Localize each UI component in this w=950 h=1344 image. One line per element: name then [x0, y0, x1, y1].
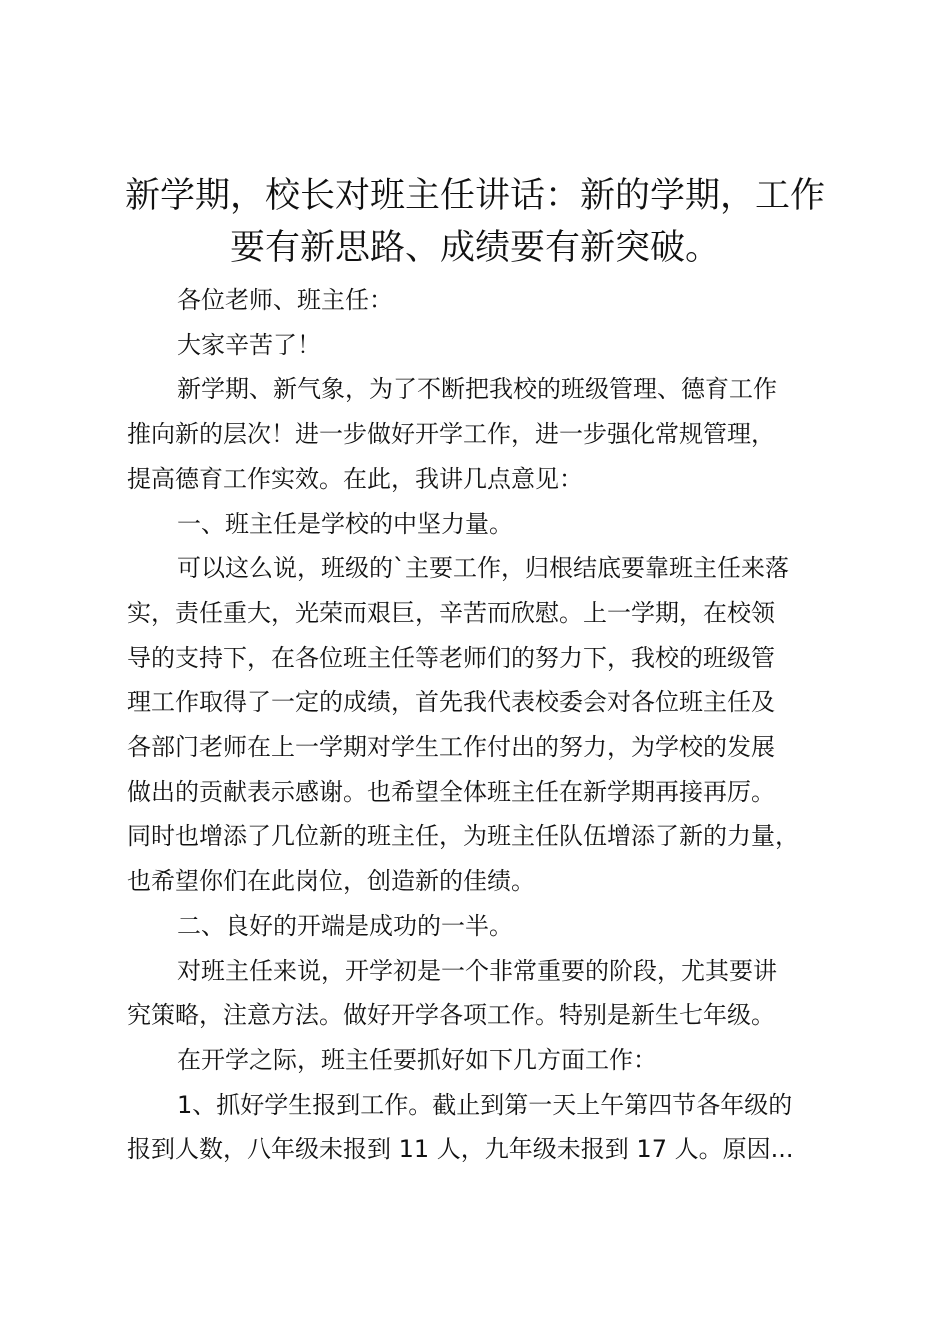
- section-heading-1: [127, 502, 867, 547]
- paragraph-line: 大家辛苦了！: [177, 330, 321, 359]
- paragraph-line: 也希望你们在此岗位，创造新的佳绩。: [127, 867, 535, 896]
- paragraph-greeting: [127, 323, 867, 368]
- paragraph-tasks-intro: [127, 1038, 867, 1083]
- document-title: [100, 170, 850, 274]
- title-line: 要有新思路、成绩要有新突破。: [229, 228, 720, 268]
- document-body: [127, 278, 867, 1172]
- paragraph-task-1: [127, 1083, 867, 1172]
- paragraph-salutation: [127, 278, 867, 323]
- paragraph-line: 各位老师、班主任：: [177, 286, 393, 314]
- paragraph-line: 推向新的层次！进一步做好开学工作，进一步强化常规管理，: [127, 420, 775, 449]
- paragraph-line: 各部门老师在上一学期对学生工作付出的努力，为学校的发展: [127, 733, 775, 762]
- paragraph-line: 可以这么说，班级的`主要工作，归根结底要靠班主任来落: [177, 554, 789, 583]
- paragraph-line: 究策略，注意方法。做好开学各项工作。特别是新生七年级。: [127, 1001, 775, 1030]
- paragraph-section-1: [127, 546, 867, 904]
- paragraph-intro: [127, 367, 867, 501]
- paragraph-section-2: [127, 949, 867, 1038]
- paragraph-line: 同时也增添了几位新的班主任，为班主任队伍增添了新的力量，: [127, 822, 799, 851]
- paragraph-line: 导的支持下，在各位班主任等老师们的努力下，我校的班级管: [127, 643, 775, 672]
- paragraph-line: 对班主任来说，开学初是一个非常重要的阶段，尤其要讲: [177, 956, 777, 985]
- paragraph-line: 新学期、新气象，为了不断把我校的班级管理、德育工作: [177, 375, 777, 404]
- paragraph-line: 理工作取得了一定的成绩，首先我代表校委会对各位班主任及: [127, 688, 775, 717]
- paragraph-line: 提高德育工作实效。在此，我讲几点意见：: [127, 464, 583, 493]
- paragraph-line: 二、良好的开端是成功的一半。: [177, 911, 513, 940]
- paragraph-line: 报到人数，八年级未报到 11 人，九年级未报到 17 人。原因...: [127, 1135, 794, 1164]
- paragraph-line: 做出的贡献表示感谢。也希望全体班主任在新学期再接再厉。: [127, 777, 775, 806]
- title-line: 新学期，校长对班主任讲话：新的学期，工作: [124, 176, 825, 216]
- paragraph-line: 1、抓好学生报到工作。截止到第一天上午第四节各年级的: [177, 1090, 793, 1119]
- paragraph-line: 实，责任重大，光荣而艰巨，辛苦而欣慰。上一学期，在校领: [127, 598, 775, 627]
- paragraph-line: 在开学之际，班主任要抓好如下几方面工作：: [177, 1045, 657, 1074]
- section-heading-2: [127, 904, 867, 949]
- paragraph-line: 一、班主任是学校的中坚力量。: [177, 509, 513, 538]
